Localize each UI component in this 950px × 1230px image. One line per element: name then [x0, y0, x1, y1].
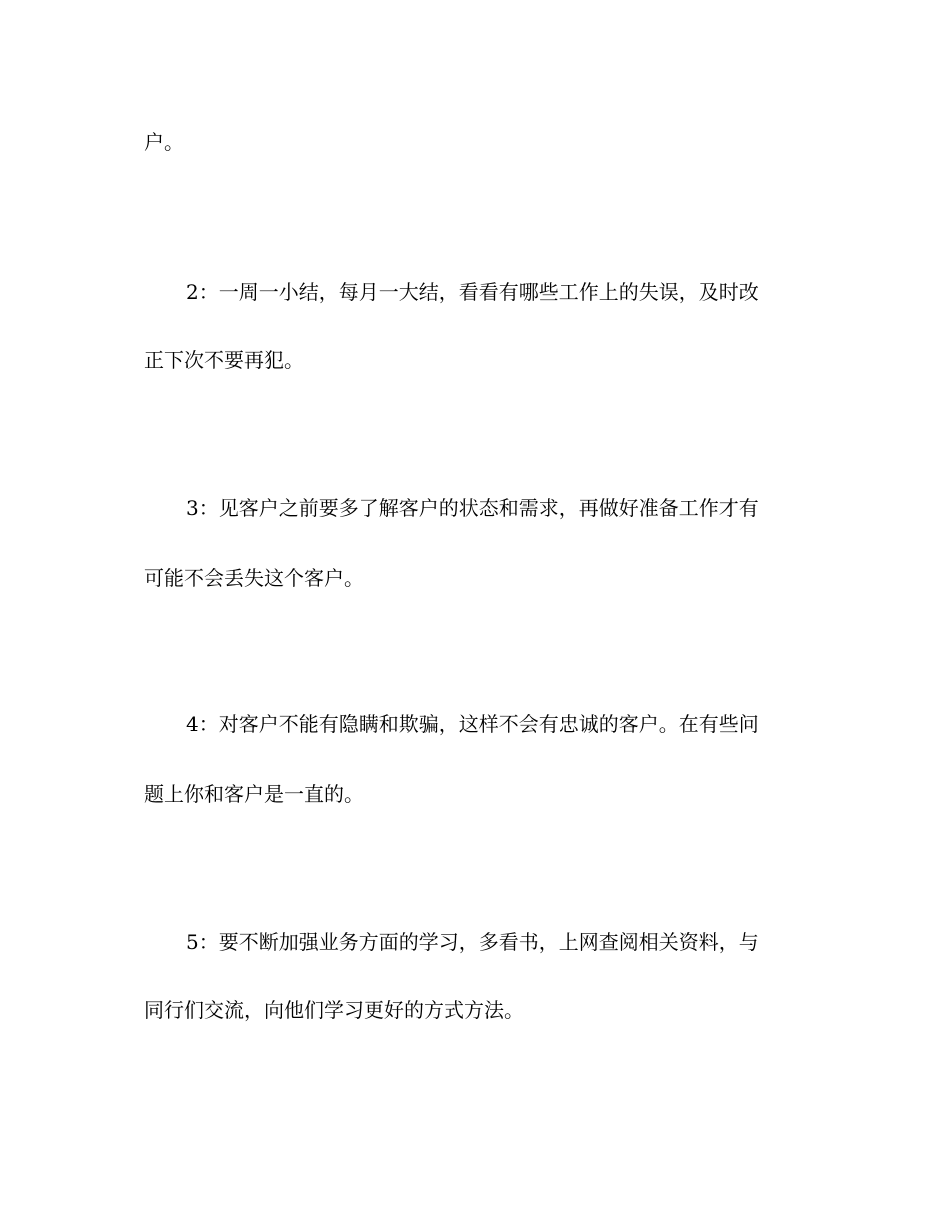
list-item-second-line: 题上你和客户是一直的。 [144, 782, 364, 806]
list-item-second-line: 正下次不要再犯。 [144, 348, 304, 372]
list-item-first-line: 4：对客户不能有隐瞒和欺骗，这样不会有忠诚的客户。在有些问 [186, 712, 759, 736]
carryover-text: 户。 [144, 130, 184, 154]
list-item-first-line: 3：见客户之前要多了解客户的状态和需求，再做好准备工作才有 [186, 496, 759, 520]
list-item-second-line: 同行们交流，向他们学习更好的方式方法。 [144, 998, 524, 1022]
list-item-first-line: 5：要不断加强业务方面的学习，多看书，上网查阅相关资料，与 [186, 930, 759, 954]
list-item-first-line: 2：一周一小结，每月一大结，看看有哪些工作上的失误，及时改 [186, 280, 759, 304]
list-item-second-line: 可能不会丢失这个客户。 [144, 566, 364, 590]
